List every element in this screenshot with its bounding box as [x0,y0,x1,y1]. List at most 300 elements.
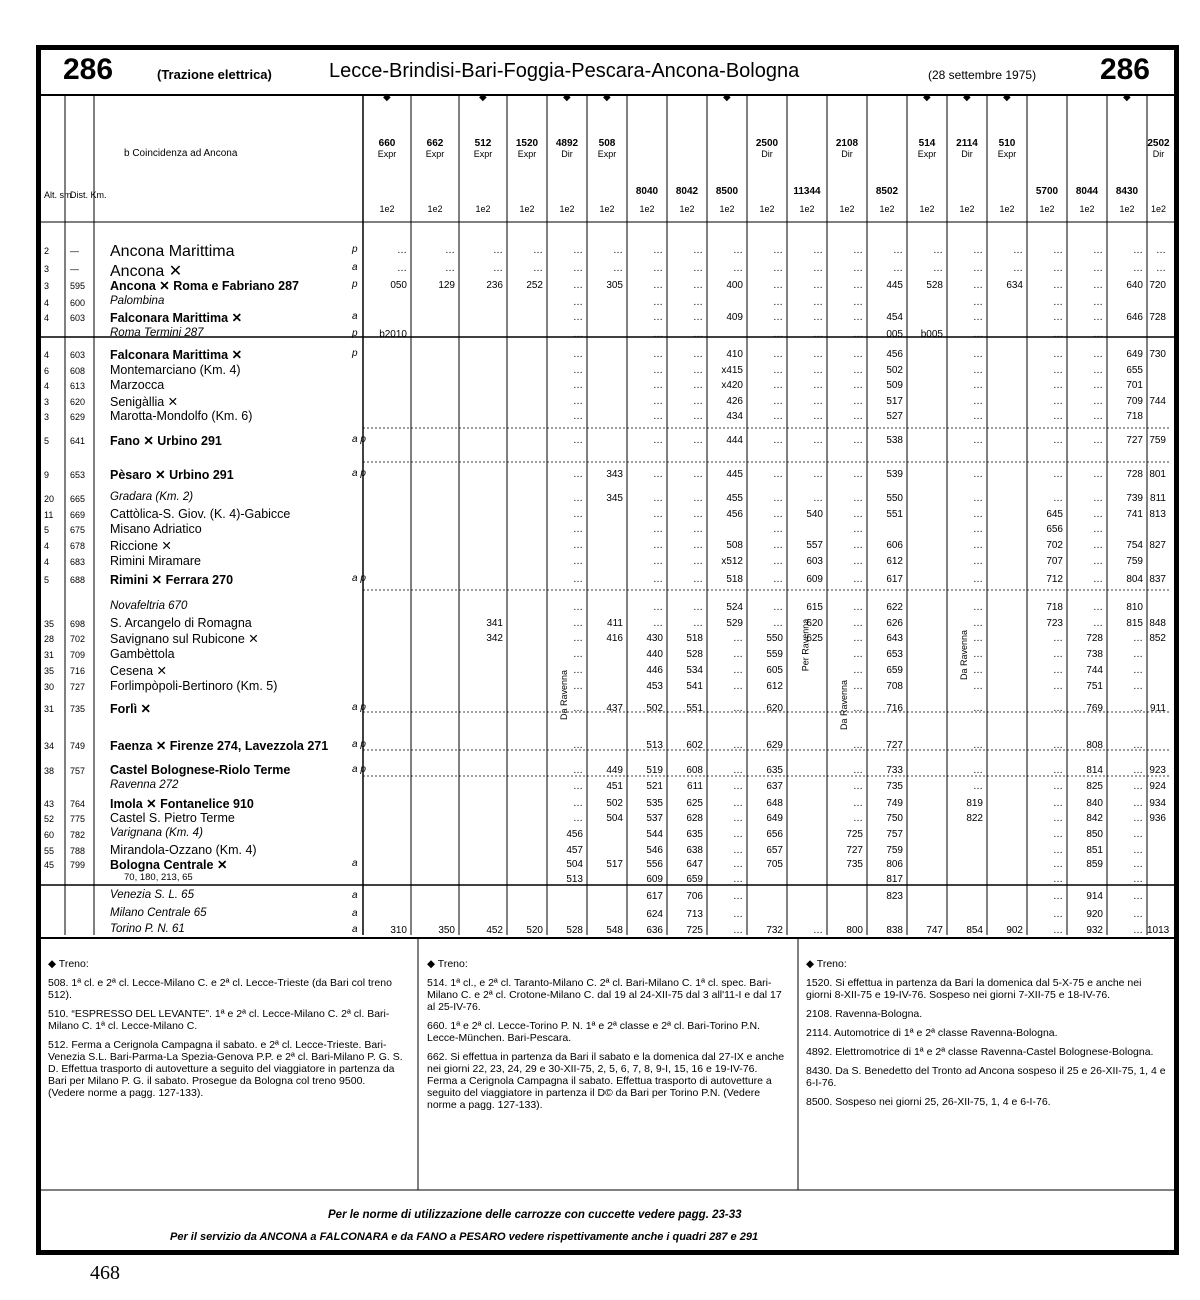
station-name: Ancona Marittima [110,243,235,260]
train-type: Expr [917,149,937,159]
timetable-cell: 822 [966,813,983,824]
timetable-cell: 609 [806,574,823,585]
station-name: Forlì ✕ [110,702,152,716]
timetable-cell: 409 [726,312,743,323]
timetable-cell: 804 [1126,574,1143,585]
timetable-cell: … [733,633,743,644]
timetable-cell: … [733,665,743,676]
train-column-header [547,138,587,160]
timetable-cell: 509 [886,380,903,391]
timetable-cell: 345 [606,493,623,504]
timetable-cell: b005 [920,329,943,340]
timetable-cell: … [773,509,783,520]
timetable-cell: … [613,263,623,274]
train-class: 1e2 [639,204,655,214]
timetable-cell: 456 [886,349,903,360]
timetable-cell: 636 [646,925,663,936]
timetable-cell: … [853,380,863,391]
timetable-cell: 659 [886,665,903,676]
train-type: Expr [517,149,537,159]
timetable-cell: 649 [766,813,783,824]
timetable-cell: … [1093,618,1103,629]
timetable-cell: 732 [766,925,783,936]
timetable-cell: … [973,665,983,676]
arrival-flag: a [352,924,358,935]
timetable-cell: 709 [1126,396,1143,407]
station-name: Falconara Marittima ✕ [110,311,243,325]
timetable-cell: … [853,556,863,567]
timetable-cell: … [1133,665,1143,676]
timetable-cell: 537 [646,813,663,824]
train-class: 1e2 [1150,204,1167,214]
altitude-value: 4 [44,298,50,308]
timetable-cell: 718 [1126,411,1143,422]
timetable-cell: … [1053,798,1063,809]
distance-value: 757 [70,766,86,776]
timetable-cell: … [853,435,863,446]
timetable-cell: … [813,925,823,936]
altitude-header: Alt. sm. [44,190,75,200]
train-number: 8040 [635,186,659,197]
train-number: 2502 [1147,138,1170,149]
timetable-cell: … [773,263,783,274]
timetable-cell: … [733,925,743,936]
timetable-cell: … [773,556,783,567]
station-name: Bologna Centrale ✕ [110,858,228,872]
timetable-cell: … [573,798,583,809]
timetable-cell: … [573,703,583,714]
timetable-cell: 534 [686,665,703,676]
train-column-header [411,138,459,160]
timetable-cell: 655 [1126,365,1143,376]
timetable-cell: 520 [526,925,543,936]
timetable-cell: … [1093,312,1103,323]
station-name: Ravenna 272 [110,779,179,791]
train-type: Dir [1152,149,1165,159]
distance-value: 688 [70,575,86,585]
arrival-flag: a p [352,468,366,479]
timetable-cell: … [1053,263,1063,274]
train-class: 1e2 [427,204,443,214]
timetable-cell: … [1053,435,1063,446]
timetable-cell: … [1093,574,1103,585]
timetable-cell: 629 [766,740,783,751]
timetable-cell: … [813,469,823,480]
timetable-cell: 437 [606,703,623,714]
train-column-header [867,186,907,197]
timetable-cell: … [1133,798,1143,809]
distance-value: 749 [70,741,86,751]
timetable-cell: … [653,540,663,551]
timetable-cell: 538 [886,435,903,446]
timetable-cell: … [573,540,583,551]
timetable-cell: … [653,509,663,520]
altitude-value: 20 [44,494,55,504]
traction-label: (Trazione elettrica) [157,67,272,82]
timetable-cell: 640 [1126,280,1143,291]
timetable-cell: 342 [486,633,503,644]
timetable-cell: … [573,649,583,660]
altitude-value: 34 [44,741,55,751]
timetable-cell: … [573,493,583,504]
distance-value: 603 [70,313,86,323]
timetable-cell: … [853,349,863,360]
notes-left [48,958,403,1106]
timetable-cell: … [853,329,863,340]
distance-value: 709 [70,650,86,660]
notes-left-heading: ◆ Treno: [48,958,89,970]
timetable-cell: 744 [1149,396,1166,407]
altitude-value: 11 [44,510,54,520]
timetable-cell: … [973,509,983,520]
timetable-cell: … [693,411,703,422]
timetable-cell: … [573,765,583,776]
timetable-cell: 605 [766,665,783,676]
timetable-cell: 851 [1086,845,1103,856]
timetable-cell: 738 [1086,649,1103,660]
train-column-header [987,138,1027,160]
timetable-cell: … [853,297,863,308]
timetable-cell: … [773,396,783,407]
timetable-cell: … [853,396,863,407]
station-name: Rimini Miramare [110,554,201,568]
timetable-cell: 854 [966,925,983,936]
timetable-cell: … [733,245,743,256]
timetable-cell: 638 [686,845,703,856]
timetable-cell: 539 [886,469,903,480]
timetable-cell: … [653,435,663,446]
route-title: Lecce-Brindisi-Bari-Foggia-Pescara-Ancona-Bologna [329,60,800,82]
note-508: 508. 1ª cl. e 2ª cl. Lecce-Milano C. e 2ª cl. Lecce-Trieste (da Bari col treno 512). [48,977,392,1001]
coincidence-note: b Coincidenza ad Ancona [124,148,238,159]
altitude-value: 5 [44,525,50,535]
timetable-cell: 551 [886,509,903,520]
note-2108: 2108. Ravenna-Bologna. [806,1008,923,1020]
note-514: 514. 1ª cl., e 2ª cl. Taranto-Milano C. 2ª cl. Bari-Milano C. 1ª cl. spec. Bari-Milano C. e 2ª cl. Crotone-Milano C. dal 19 al 24-XII-75 dal 3 all'11-I e dal 17 al 25-IV-76. [427,977,782,1013]
timetable-cell: … [973,411,983,422]
timetable-cell: … [693,435,703,446]
altitude-value: 3 [44,264,50,274]
timetable-cell: … [1053,681,1063,692]
timetable-cell: … [653,280,663,291]
distance-value: 669 [70,510,86,520]
timetable-cell: 445 [726,469,743,480]
timetable-cell: 744 [1086,665,1103,676]
timetable-cell: … [973,574,983,585]
timetable-cell: 626 [886,618,903,629]
timetable-cell: … [973,618,983,629]
timetable-cell: … [653,618,663,629]
timetable-cell: 456 [726,509,743,520]
timetable-cell: 718 [1046,602,1063,613]
train-class: 1e2 [379,204,395,214]
timetable-cell: … [973,380,983,391]
distance-value: 727 [70,682,86,692]
table-number-right: 286 [1099,53,1150,86]
timetable-cell: … [573,781,583,792]
altitude-value: 31 [44,704,55,714]
distance-value: 702 [70,634,86,644]
timetable-cell: … [693,380,703,391]
train-class: 1e2 [999,204,1015,214]
altitude-value: 2 [44,246,50,256]
timetable-cell: … [573,524,583,535]
timetable-cell: 850 [1086,829,1103,840]
train-column-header [907,138,947,160]
train-column-header [1067,186,1107,197]
train-type: Expr [425,149,445,159]
timetable-cell: … [1013,245,1023,256]
timetable-cell: … [853,312,863,323]
timetable-cell: 657 [766,845,783,856]
train-number: 2500 [755,138,779,149]
vertical-label: Da Ravenna [959,629,970,681]
train-class: 1e2 [959,204,975,214]
timetable-cell: 559 [766,649,783,660]
arrival-flag: p [352,348,358,359]
note-1520: 1520. Si effettua in partenza da Bari la domenica dal 5-X-75 e anche nei giorni 8-XII-75 e 19-IV-76. Sospeso nei giorni 7-XII-75 e 18-IV-76. [806,977,1142,1001]
train-class: 1e2 [475,204,491,214]
altitude-value: 5 [44,575,50,585]
timetable-cell: … [853,681,863,692]
distance-value: 675 [70,525,86,535]
timetable-cell: … [773,524,783,535]
distance-value: 698 [70,619,86,629]
timetable-cell: 635 [766,765,783,776]
timetable-cell: … [573,312,583,323]
timetable-cell: … [853,813,863,824]
distance-value: 603 [70,350,86,360]
timetable-cell: 808 [1086,740,1103,751]
service-note: Per il servizio da ANCONA a FALCONARA e da FANO a PESARO vedere rispettivamente anche i quadri 287 e 291 [170,1231,759,1243]
timetable-cell: … [1093,524,1103,535]
distance-value: 600 [70,298,86,308]
timetable-cell: 508 [726,540,743,551]
timetable-cell: … [893,263,903,274]
timetable-cell: … [973,245,983,256]
timetable-cell: … [733,649,743,660]
timetable-cell: … [1053,349,1063,360]
timetable-cell: … [1053,874,1063,885]
timetable-cell: … [973,396,983,407]
timetable-cell: 735 [886,781,903,792]
timetable-cell: 750 [886,813,903,824]
station-name: Rimini ✕ Ferrara 270 [110,573,234,587]
timetable-cell: … [733,263,743,274]
train-number: 8044 [1075,186,1099,197]
timetable-cell: … [973,781,983,792]
station-name: Castel Bolognese-Riolo Terme [110,763,291,777]
timetable-cell: … [853,574,863,585]
table-number-left: 286 [63,53,114,86]
distance-value: 764 [70,799,86,809]
timetable-cell: 612 [886,556,903,567]
station-name: Fano ✕ Urbino 291 [110,434,222,448]
timetable-cell: … [1093,435,1103,446]
timetable-cell: … [853,263,863,274]
timetable-cell: … [973,556,983,567]
altitude-value: 3 [44,412,50,422]
altitude-value: 45 [44,860,55,870]
timetable-cell: 548 [606,925,623,936]
train-number: 2108 [835,138,859,149]
timetable-cell: 852 [1149,633,1166,644]
timetable-cell: … [1133,633,1143,644]
timetable-cell: 811 [1150,493,1166,504]
timetable-cell: 252 [526,280,543,291]
train-number: 660 [378,138,396,149]
timetable-cell: … [1093,396,1103,407]
station-name: Pèsaro ✕ Urbino 291 [110,468,234,482]
timetable-cell: … [733,781,743,792]
timetable-cell: 519 [646,765,663,776]
timetable-cell: … [1053,312,1063,323]
station-name: Palombina [110,295,165,307]
station-name: Cesena ✕ [110,664,168,678]
train-number: 1520 [515,138,539,149]
page-number: 468 [90,1262,120,1284]
timetable-cell: … [1133,874,1143,885]
timetable-cell: … [573,435,583,446]
train-column-header [587,138,627,160]
timetable-cell: … [573,681,583,692]
train-class: 1e2 [719,204,735,214]
timetable-cell: 716 [886,703,903,714]
timetable-cell: 813 [1149,509,1166,520]
timetable-cell: 341 [486,618,503,629]
timetable-cell: 504 [566,859,583,870]
timetable-cell: … [1156,263,1166,274]
timetable-cell: 837 [1149,574,1166,585]
timetable-cell: 759 [886,845,903,856]
timetable-cell: … [853,765,863,776]
timetable-cell: … [573,813,583,824]
distance-value: 641 [70,436,86,446]
station-name: Venezia S. L. 65 [110,889,194,901]
timetable-cell: … [1093,509,1103,520]
timetable-cell: … [653,380,663,391]
altitude-value: 35 [44,619,55,629]
timetable-cell: 305 [606,280,623,291]
timetable-cell: 452 [486,925,503,936]
note-512: 512. Ferma a Cerignola Campagna il sabato. e 2ª cl. Lecce-Trieste. Bari-Venezia S.L. Bari-Parma-La Spezia-Genova P.P. e 2ª cl. Bari-Milano P. G. S. D. Effettua trasporto di autovetture a seguito del viaggiatore in partenza da Bari per Milano P. G. il sabato. Prosegue da Bologna col treno 9500. (Vedere norme a pagg. 127-133). [48,1039,403,1099]
timetable-cell: … [1093,263,1103,274]
timetable-cell: … [853,703,863,714]
timetable-cell: … [573,396,583,407]
train-class: 1e2 [1079,204,1095,214]
timetable-cell: 727 [886,740,903,751]
distance-value: 613 [70,381,86,391]
timetable-cell: 521 [646,781,663,792]
timetable-cell: … [973,540,983,551]
vertical-label: Da Ravenna [839,679,850,731]
timetable-cell: … [653,524,663,535]
timetable-cell: 513 [566,874,583,885]
timetable-cell: … [853,280,863,291]
timetable-cell: 848 [1149,618,1166,629]
train-class: 1e2 [679,204,695,214]
train-number: 662 [426,138,444,149]
timetable-cell: 920 [1086,909,1103,920]
distance-value: 678 [70,541,86,551]
timetable-cell: 611 [687,781,703,792]
notes-right-heading: ◆ Treno: [806,958,847,970]
station-name: Castel S. Pietro Terme [110,811,235,825]
station-name: Falconara Marittima ✕ [110,348,243,362]
timetable-cell: … [773,469,783,480]
timetable-cell: 637 [766,781,783,792]
timetable-cell: … [973,469,983,480]
train-type: Expr [997,149,1017,159]
timetable-cell: … [573,618,583,629]
timetable-cell: 612 [766,681,783,692]
note-660: 660. 1ª e 2ª cl. Lecce-Torino P. N. 1ª e 2ª classe e 2ª cl. Bari-Torino P.N. Lecce-München. Bari-Pescara. [427,1020,761,1044]
timetable-cell: … [1053,703,1063,714]
train-class: 1e2 [1039,204,1055,214]
timetable-cell: … [813,312,823,323]
notes-middle [427,958,789,1118]
timetable-cell: … [1053,280,1063,291]
timetable-cell: … [397,263,407,274]
timetable-cell: … [1013,263,1023,274]
timetable-cell: 343 [606,469,623,480]
timetable-cell: … [573,297,583,308]
timetable-cell: … [773,411,783,422]
timetable-cell: … [653,263,663,274]
timetable-cell: … [1133,845,1143,856]
station-name: Gradara (Km. 2) [110,491,194,503]
altitude-value: 6 [44,366,50,376]
timetable-cell: … [813,297,823,308]
timetable-cell: … [1053,925,1063,936]
timetable-cell: … [813,245,823,256]
timetable-cell: 707 [1046,556,1063,567]
timetable-cell: … [1093,493,1103,504]
timetable-cell: … [973,312,983,323]
train-column-header [459,138,507,160]
timetable-cell: 819 [966,798,983,809]
timetable-cell: … [853,245,863,256]
timetable-cell: … [493,263,503,274]
train-column-header [827,138,867,160]
timetable-cell: 129 [438,280,455,291]
timetable-cell: … [1053,813,1063,824]
notes-middle-heading: ◆ Treno: [427,958,468,970]
timetable-cell: … [1133,740,1143,751]
note-510: 510. “ESPRESSO DEL LEVANTE”. 1ª e 2ª cl. Lecce-Milano C. 2ª cl. Bari-Milano C. 1ª cl. Lecce-Milano C. [48,1008,390,1032]
timetable-cell: 645 [1046,509,1063,520]
timetable-cell: … [693,540,703,551]
station-name: Varignana (Km. 4) [110,827,203,839]
timetable-cell: … [813,380,823,391]
train-number: 512 [474,138,492,149]
timetable-cell: … [693,349,703,360]
timetable-cell: … [733,765,743,776]
timetable-cell: … [1053,765,1063,776]
train-type: Dir [841,149,853,159]
timetable-cell: 606 [886,540,903,551]
timetable-cell: … [973,633,983,644]
timetable-cell: … [1053,859,1063,870]
train-column-header [667,186,707,197]
timetable-date: (28 settembre 1975) [928,68,1037,82]
timetable-cell: … [853,618,863,629]
timetable-cell: … [773,435,783,446]
note-8430: 8430. Da S. Benedetto del Tronto ad Ancona sospeso il 25 e 26-XII-75, 1, 4 e 6-I-76. [806,1065,1166,1089]
timetable-cell: … [653,365,663,376]
distance-value: 653 [70,470,86,480]
timetable-cell: 400 [726,280,743,291]
